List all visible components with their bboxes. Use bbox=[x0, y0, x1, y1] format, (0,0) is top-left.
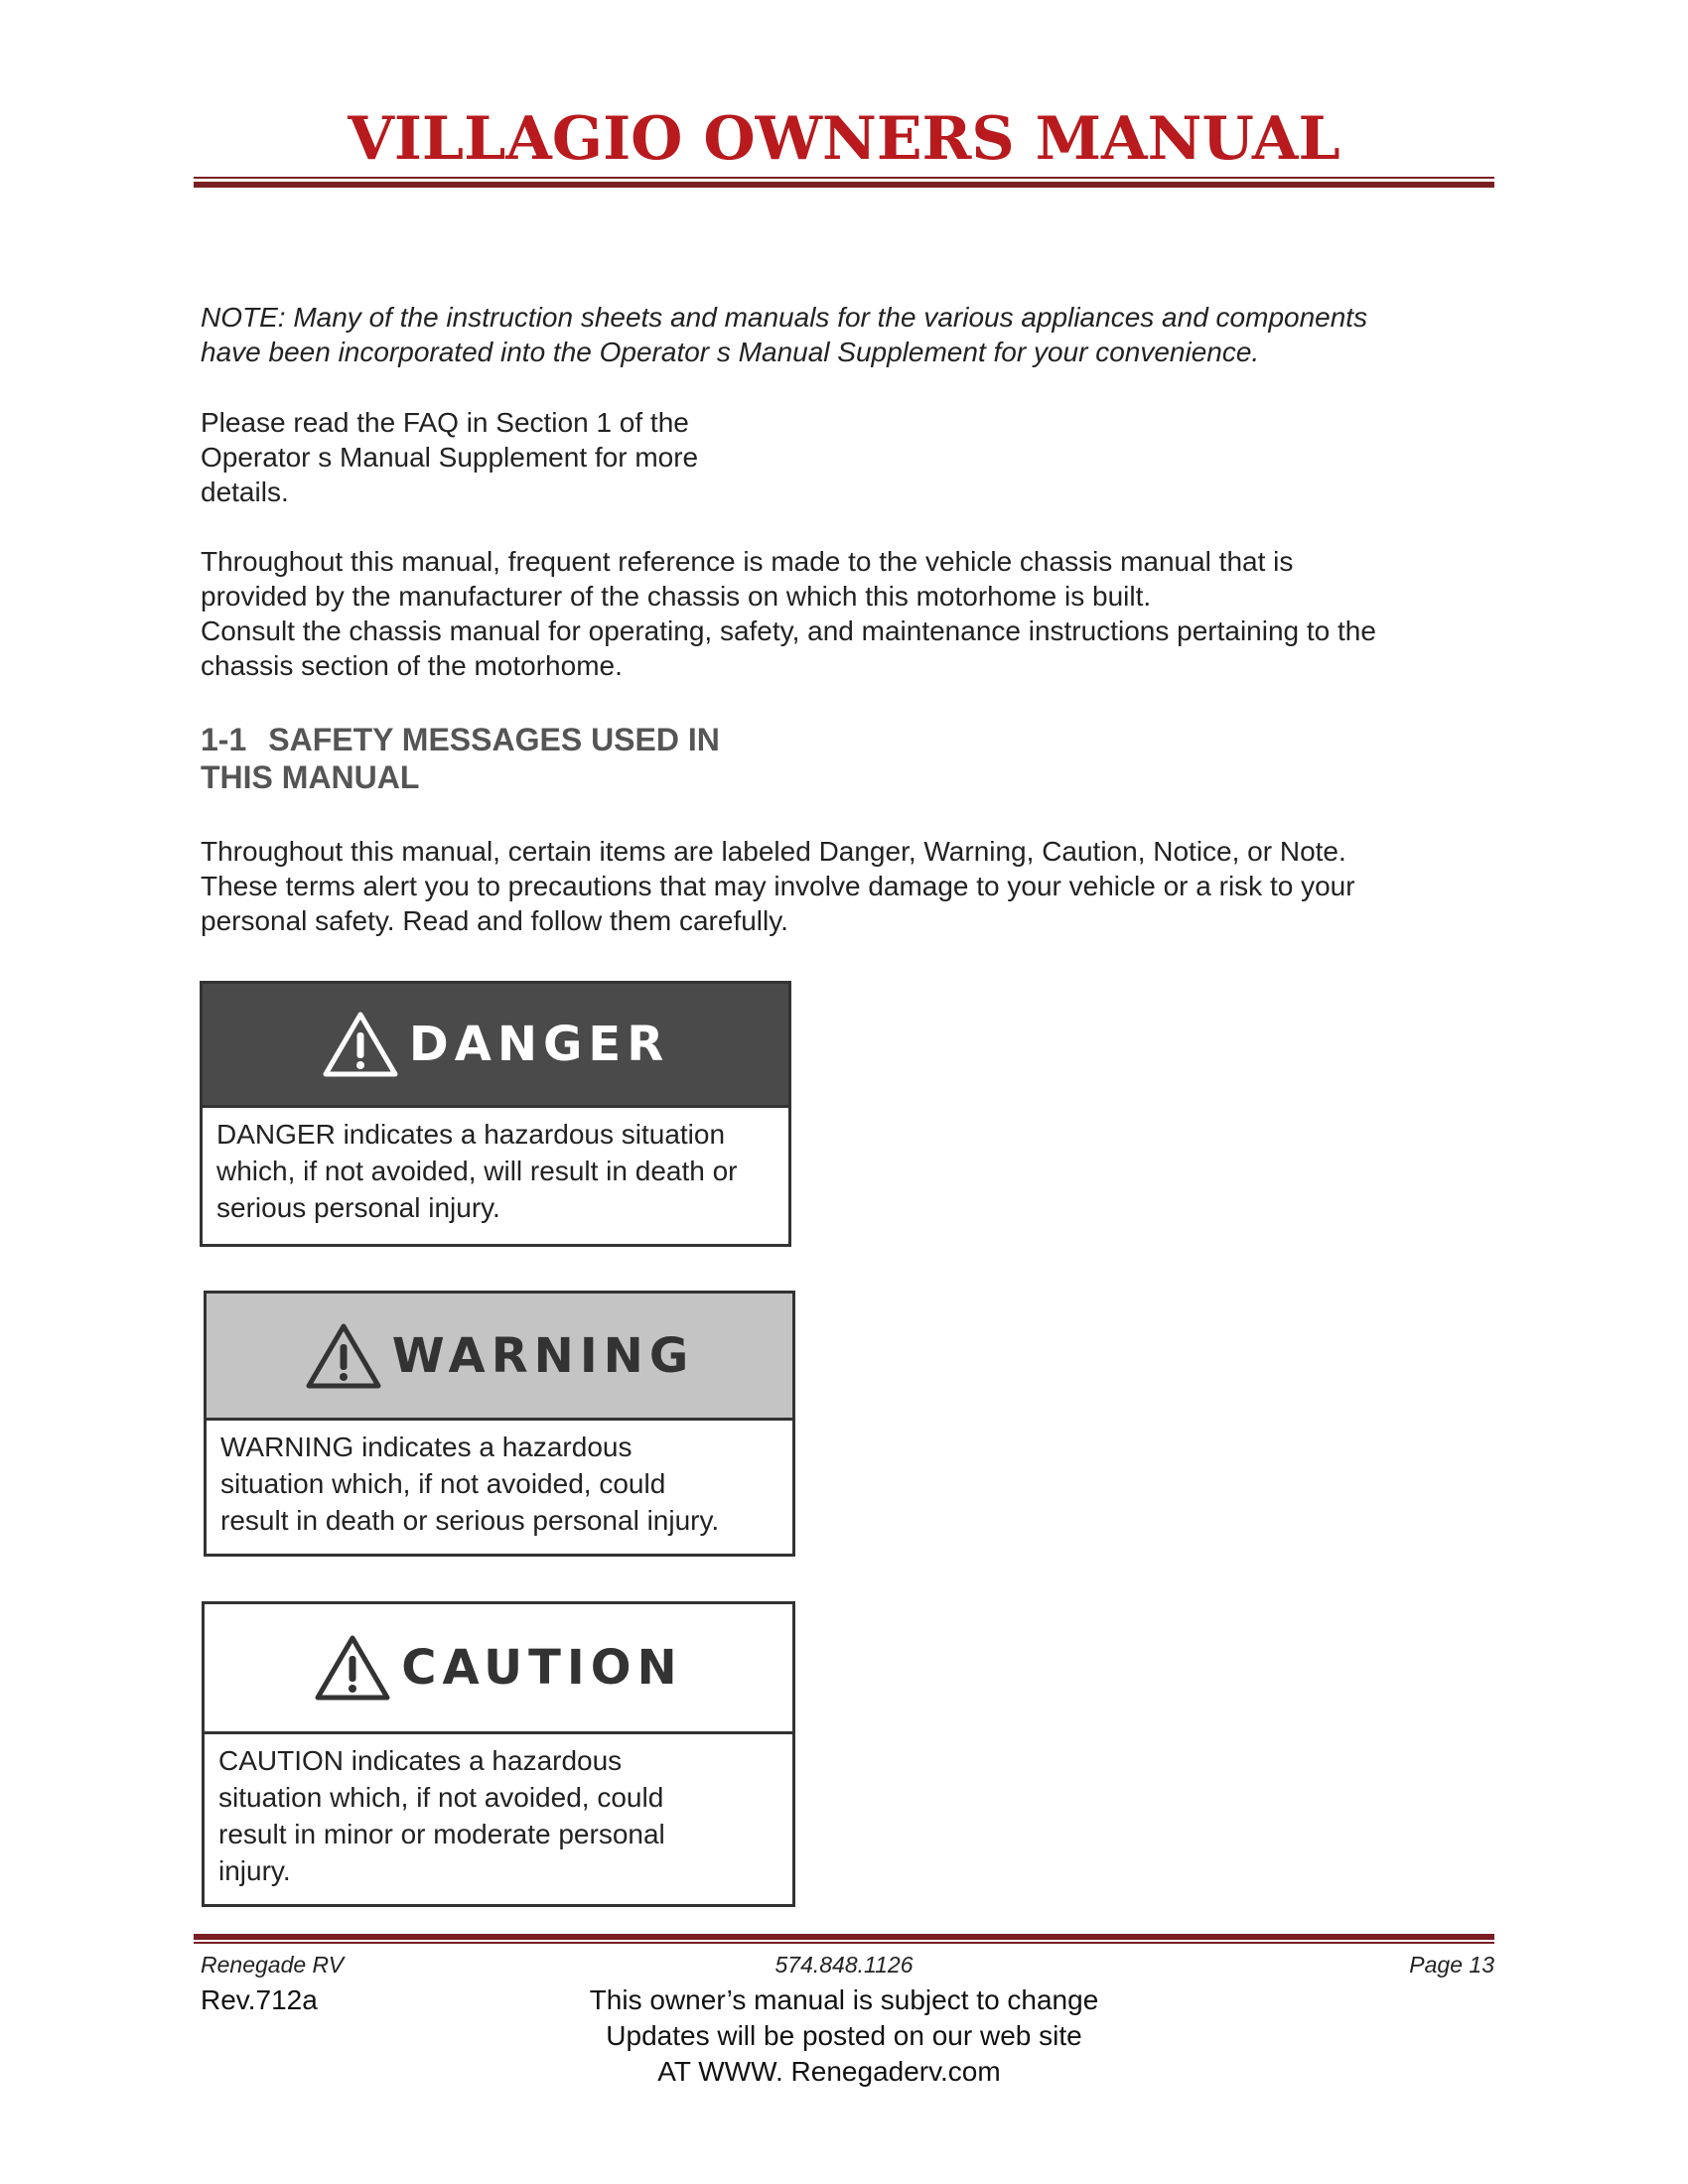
warning-triangle-icon bbox=[305, 1322, 382, 1390]
danger-line: which, if not avoided, will result in death or bbox=[216, 1156, 738, 1186]
section-title: THIS MANUAL bbox=[201, 759, 420, 795]
section-number: 1-1 bbox=[201, 722, 247, 757]
warning-box-body bbox=[207, 1421, 792, 1547]
caution-box-body bbox=[205, 1734, 792, 1897]
page-title: VILLAGIO OWNERS MANUAL bbox=[348, 104, 1340, 174]
footer-rule-thick bbox=[194, 1934, 1494, 1940]
caution-word: CAUTION bbox=[401, 1640, 683, 1696]
faq-line: Please read the FAQ in Section 1 of the bbox=[201, 407, 689, 438]
safety-intro-paragraph bbox=[201, 834, 1355, 938]
warning-box bbox=[204, 1291, 795, 1557]
chassis-line: chassis section of the motorhome. bbox=[201, 650, 623, 681]
note-paragraph bbox=[201, 300, 1367, 369]
warning-word: WARNING bbox=[391, 1327, 695, 1384]
note-line: have been incorporated into the Operator s Manual Supplement for your convenience. bbox=[201, 337, 1260, 367]
caution-box bbox=[202, 1601, 795, 1907]
faq-line: details. bbox=[201, 477, 289, 507]
footer-rule-thin bbox=[194, 1942, 1494, 1944]
section-heading bbox=[201, 721, 796, 796]
safety-intro-line: personal safety. Read and follow them carefully. bbox=[201, 905, 788, 936]
caution-box-header bbox=[205, 1604, 792, 1734]
warning-triangle-icon bbox=[314, 1634, 391, 1702]
footer-notice-line: This owner’s manual is subject to change bbox=[589, 1984, 1099, 2015]
faq-paragraph bbox=[201, 405, 698, 509]
note-line: NOTE: Many of the instruction sheets and manuals for the various appliances and components bbox=[201, 302, 1368, 333]
footer-notice-line: AT WWW. Renegaderv.com bbox=[657, 2056, 1001, 2087]
safety-intro-line: These terms alert you to precautions that may involve damage to your vehicle or a risk to your bbox=[201, 871, 1355, 901]
footer-notice bbox=[0, 1982, 1688, 2090]
danger-word: DANGER bbox=[408, 1017, 670, 1072]
footer-revision: Rev.712a bbox=[201, 1984, 318, 2015]
caution-line: injury. bbox=[218, 1855, 291, 1886]
footer-phone: 574.848.1126 bbox=[774, 1952, 914, 1978]
chassis-line: Consult the chassis manual for operating, safety, and maintenance instructions pertaining to the bbox=[201, 615, 1376, 646]
footer-company: Renegade RV bbox=[201, 1952, 345, 1978]
danger-box-body bbox=[203, 1108, 788, 1234]
caution-line: CAUTION indicates a hazardous bbox=[218, 1745, 623, 1776]
caution-line: result in minor or moderate personal bbox=[218, 1819, 665, 1849]
warning-box-header bbox=[207, 1294, 792, 1421]
danger-line: DANGER indicates a hazardous situation bbox=[216, 1119, 726, 1150]
faq-line: Operator s Manual Supplement for more bbox=[201, 442, 699, 473]
section-title: SAFETY MESSAGES USED IN bbox=[268, 722, 720, 757]
footer-notice-line: Updates will be posted on our web site bbox=[606, 2020, 1082, 2051]
danger-box-header bbox=[203, 984, 788, 1108]
header-rule-thick bbox=[194, 182, 1494, 188]
chassis-line: provided by the manufacturer of the chassis on which this motorhome is built. bbox=[201, 581, 1152, 612]
caution-line: situation which, if not avoided, could bbox=[218, 1782, 664, 1813]
danger-box bbox=[200, 981, 791, 1247]
safety-intro-line: Throughout this manual, certain items are labeled Danger, Warning, Caution, Notice, or Note. bbox=[201, 836, 1346, 867]
warning-line: situation which, if not avoided, could bbox=[220, 1468, 666, 1499]
header-rule-thin bbox=[194, 177, 1494, 179]
warning-triangle-icon bbox=[322, 1011, 399, 1078]
chassis-line: Throughout this manual, frequent reference is made to the vehicle chassis manual that is bbox=[201, 546, 1294, 577]
warning-line: WARNING indicates a hazardous bbox=[220, 1432, 633, 1462]
warning-line: result in death or serious personal injury. bbox=[220, 1505, 720, 1536]
danger-line: serious personal injury. bbox=[216, 1192, 500, 1223]
chassis-paragraph bbox=[201, 544, 1376, 683]
footer-page-number: Page 13 bbox=[1409, 1952, 1494, 1978]
